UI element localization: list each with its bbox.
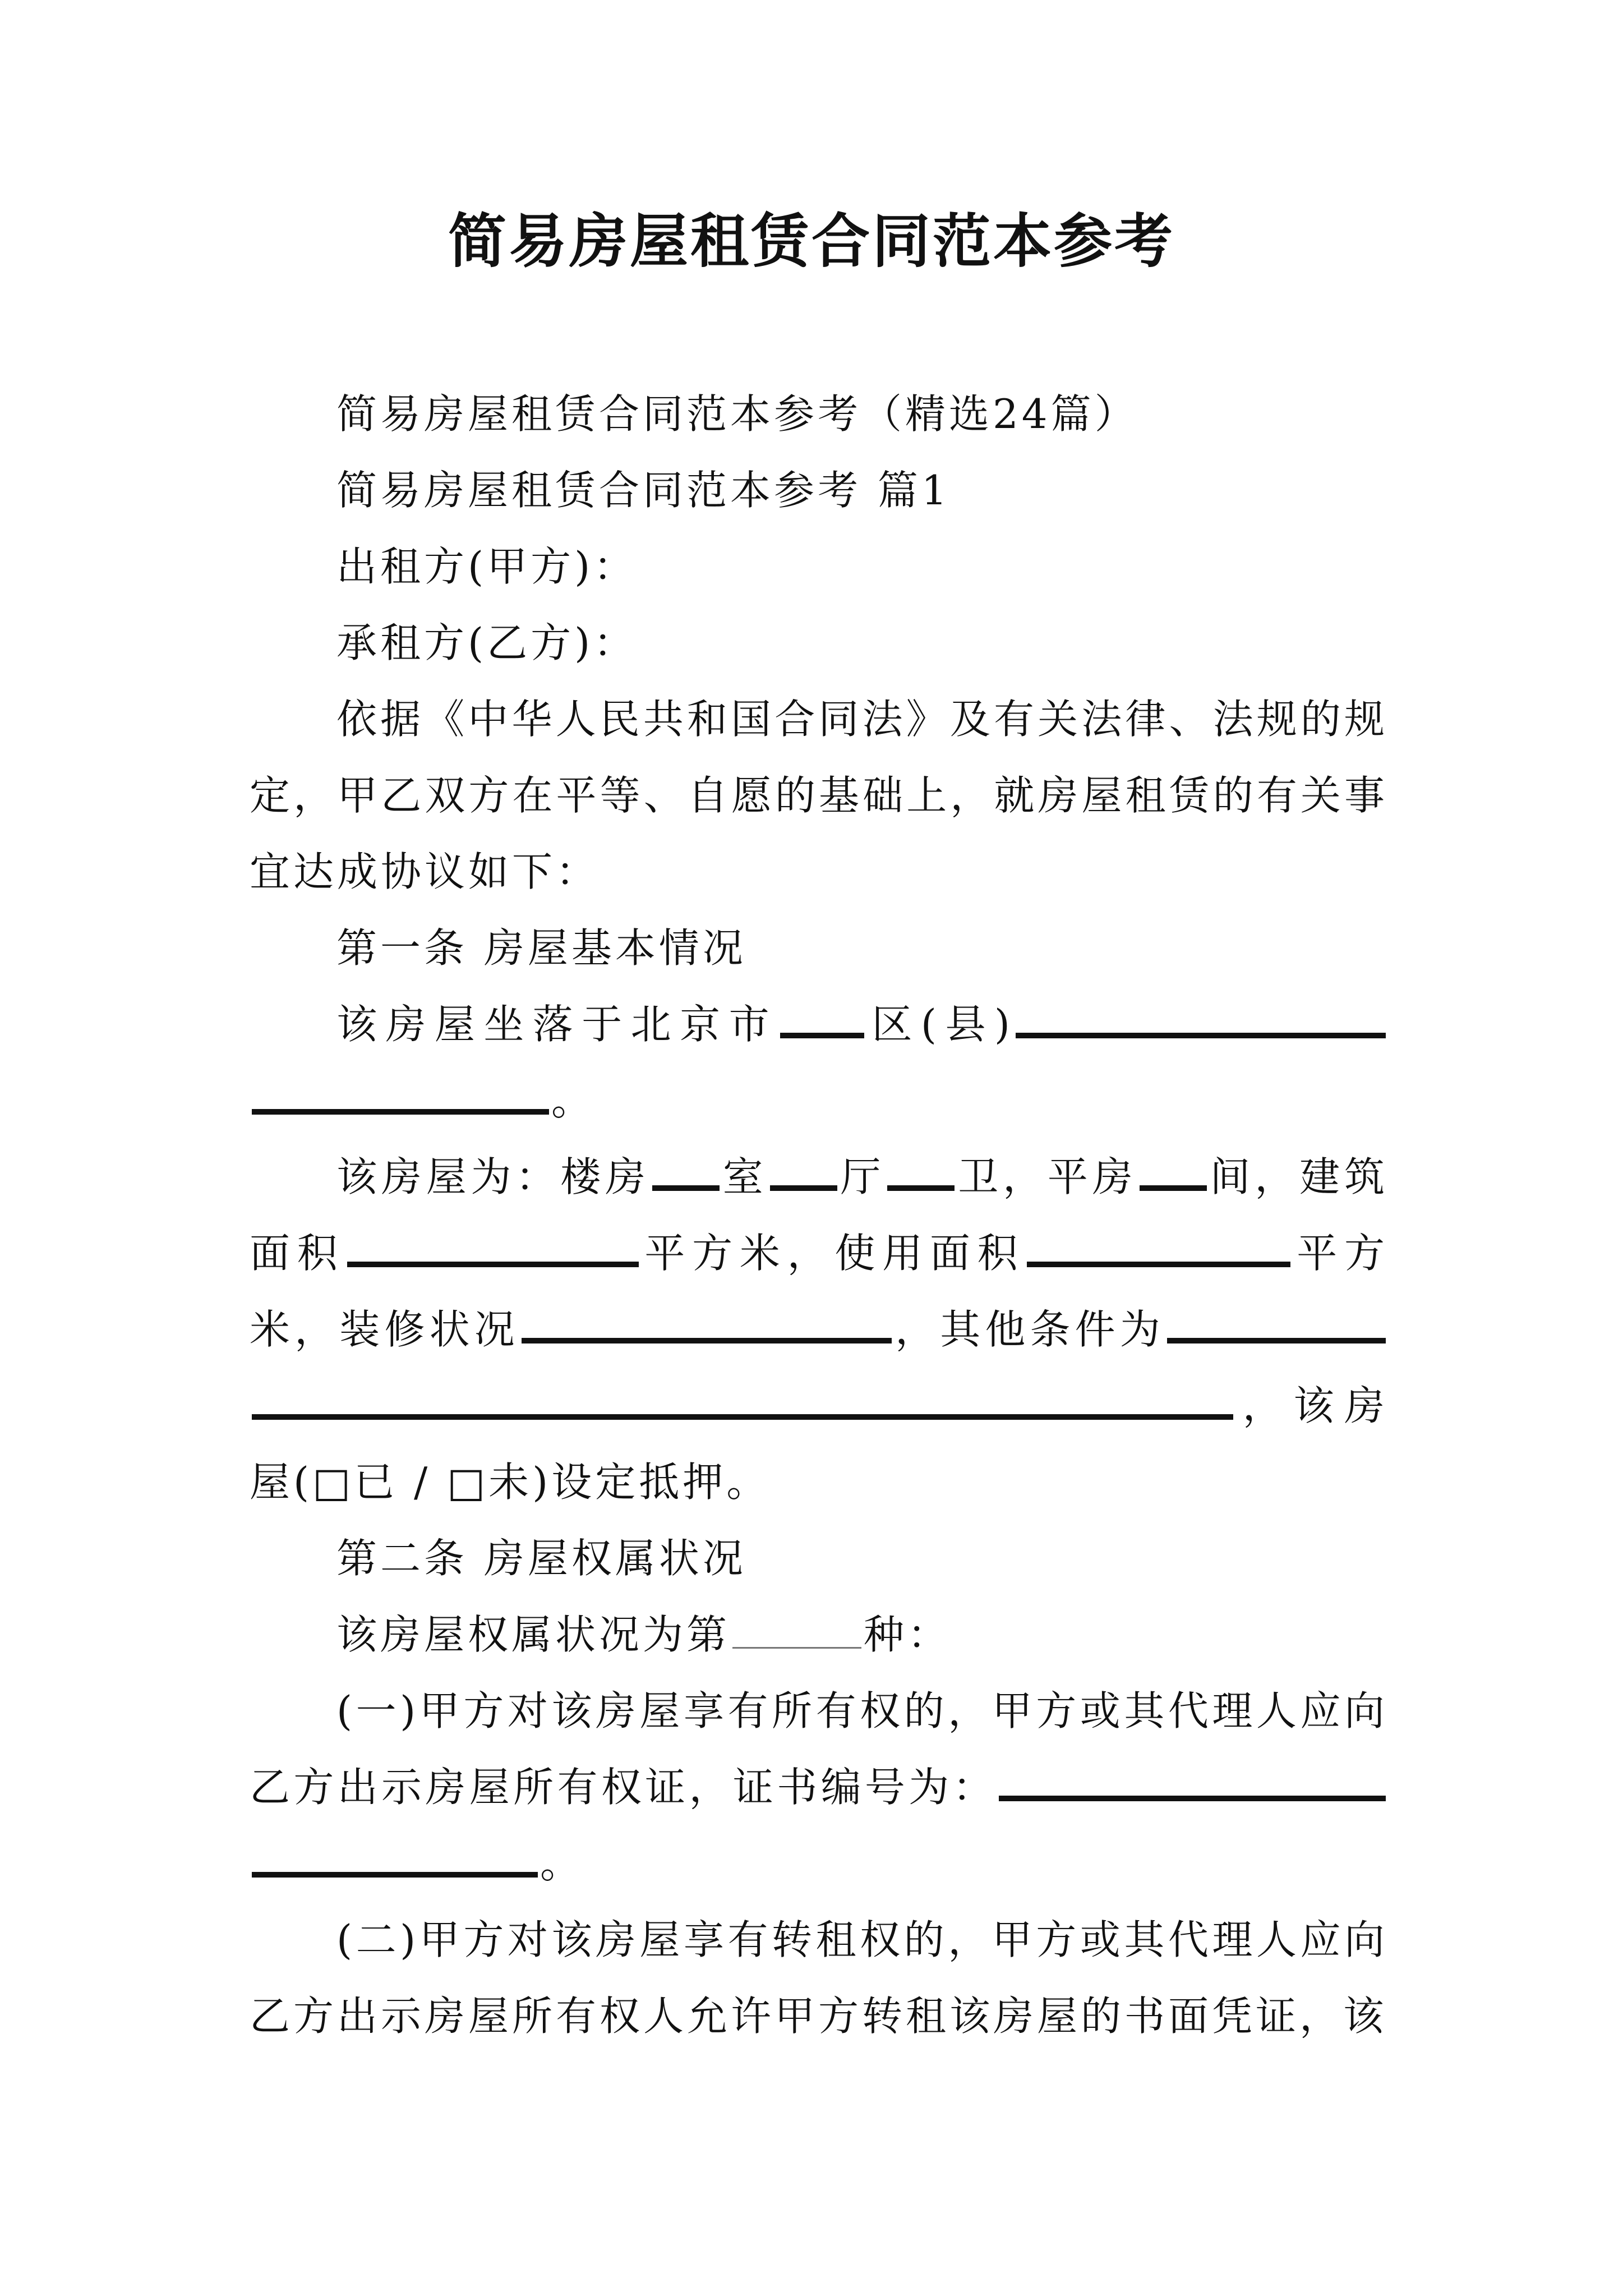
details-text-f: 平方米，使用面积	[640, 1230, 1025, 1277]
details-text-e: 间，建筑面积	[250, 1153, 1388, 1277]
ownership-type-blank	[732, 1611, 861, 1649]
clause-1-text-b: 。	[540, 1840, 584, 1887]
paragraph-article-2-heading: 第二条 房屋权属状况	[336, 1535, 746, 1582]
details-text-h: ，其他条件为	[893, 1306, 1165, 1353]
halls-blank	[770, 1153, 837, 1191]
clause-1-text-a: (一)甲方对该房屋享有所有权的，甲方或其代理人应向乙方出示房屋所有权证，证书编号为：	[250, 1687, 1388, 1811]
paragraph-subtitle: 简易房屋租赁合同范本参考（精选24篇）	[336, 390, 1138, 438]
location-text-a: 该房屋坐落于北京市	[336, 1001, 778, 1048]
rooms-blank	[652, 1153, 720, 1191]
paragraph-location	[250, 986, 1388, 1139]
details-text-d: 卫，平房	[957, 1153, 1137, 1200]
certificate-number-blank-line2	[252, 1839, 538, 1878]
decoration-blank	[522, 1305, 892, 1343]
paragraph-property-details	[250, 1139, 1388, 1520]
details-text-i: ，该房屋(□已 / □未)设定抵押。	[250, 1382, 1388, 1506]
details-text-c: 厅	[839, 1153, 886, 1200]
address-blank-line2	[252, 1076, 549, 1115]
paragraph-article-1-heading: 第一条 房屋基本情况	[336, 924, 746, 972]
paragraph-ownership-type	[250, 1596, 1388, 1673]
address-blank-line1	[1016, 1000, 1386, 1038]
paragraph-ownership-clause-2: (二)甲方对该房屋享有转租权的，甲方或其代理人应向乙方出示房屋所有权人允许甲方转租该房屋的书面凭证，该	[250, 1916, 1388, 2040]
baths-blank	[887, 1153, 955, 1191]
other-conditions-blank-line1	[1167, 1305, 1386, 1343]
details-text-b: 室	[721, 1153, 768, 1200]
building-area-blank	[347, 1229, 639, 1267]
location-text-b: 区(县)	[866, 1001, 1013, 1048]
paragraph-lessor: 出租方(甲方)：	[336, 543, 638, 590]
paragraph-preamble: 依据《中华人民共和国合同法》及有关法律、法规的规定，甲乙双方在平等、自愿的基础上，就房屋租赁的有关事宜达成协议如下：	[250, 696, 1388, 895]
usable-area-blank	[1027, 1229, 1290, 1267]
details-text-a: 该房屋为：楼房	[336, 1153, 650, 1200]
bungalow-rooms-blank	[1140, 1153, 1207, 1191]
location-text-c: 。	[551, 1077, 596, 1124]
details-text-g: 平方米，装修状况	[250, 1230, 1388, 1353]
paragraph-section-heading: 简易房屋租赁合同范本参考 篇1	[336, 467, 951, 514]
district-blank	[780, 1000, 864, 1038]
paragraph-lessee: 承租方(乙方)：	[336, 619, 638, 666]
document-body	[250, 376, 1388, 2054]
other-conditions-blank-line2	[252, 1382, 1233, 1420]
ownership-text-b: 种：	[864, 1611, 952, 1658]
document-title: 简易房屋租赁合同范本参考	[448, 206, 1175, 275]
ownership-text-a: 该房屋权属状况为第	[336, 1611, 731, 1658]
certificate-number-blank-line1	[999, 1763, 1386, 1801]
paragraph-ownership-clause-1	[250, 1673, 1388, 1902]
